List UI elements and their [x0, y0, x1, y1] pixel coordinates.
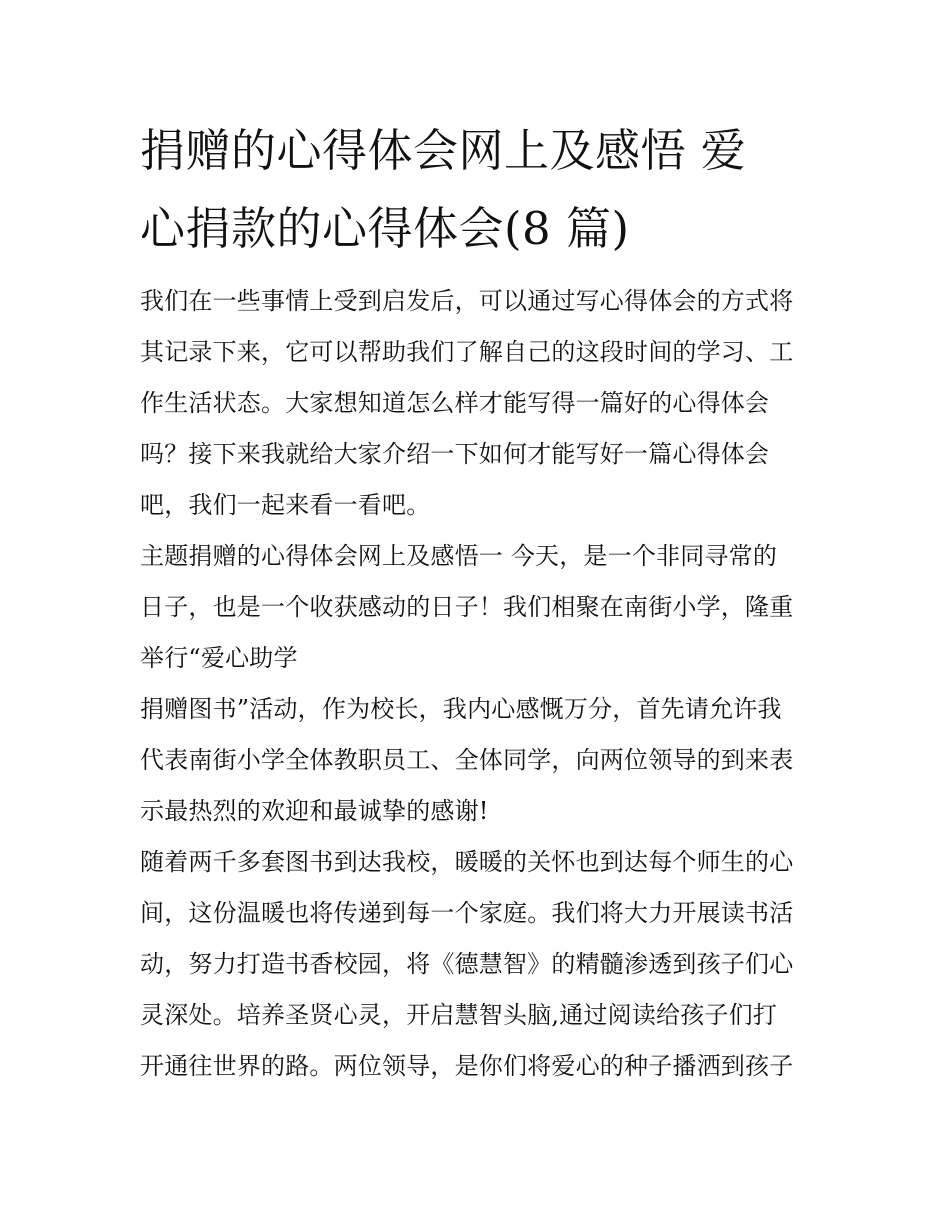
- title-line: 捐赠的心得体会网上及感悟 爱: [140, 124, 747, 177]
- body-line: 主题捐赠的心得体会网上及感悟一 今天，是一个非同寻常的: [140, 542, 778, 570]
- body-line: 随着两千多套图书到达我校，暖暖的关怀也到达每个师生的心: [140, 848, 794, 876]
- body-line: 日子，也是一个收获感动的日子！我们相聚在南街小学，隆重: [140, 593, 794, 621]
- body-line: 捐赠图书”活动，作为校长，我内心感慨万分，首先请允许我: [140, 695, 782, 723]
- body-line: 作生活状态。大家想知道怎么样才能写得一篇好的心得体会: [140, 389, 770, 417]
- body-line: 吗？接下来我就给大家介绍一下如何才能写好一篇心得体会: [140, 440, 770, 468]
- body-line: 其记录下来，它可以帮助我们了解自己的这段时间的学习、工: [140, 338, 794, 366]
- body-line: 吧，我们一起来看一看吧。: [140, 491, 431, 519]
- body-line: 代表南街小学全体教职员工、全体同学，向两位领导的到来表: [140, 746, 794, 774]
- document-title: [140, 112, 820, 268]
- body-line: 间，这份温暖也将传递到每一个家庭。我们将大力开展读书活: [140, 899, 794, 927]
- document-body: [140, 276, 820, 1092]
- body-line: 灵深处。培养圣贤心灵，开启慧智头脑,通过阅读给孩子们打: [140, 1001, 778, 1029]
- body-line: 开通往世界的路。两位领导，是你们将爱心的种子播洒到孩子: [140, 1052, 794, 1080]
- body-line: 举行“爱心助学: [140, 644, 298, 672]
- body-line: 我们在一些事情上受到启发后，可以通过写心得体会的方式将: [140, 287, 794, 315]
- body-line: 示最热烈的欢迎和最诚挚的感谢!: [140, 797, 489, 825]
- body-line: 动，努力打造书香校园，将《德慧智》的精髓渗透到孩子们心: [140, 950, 794, 978]
- title-line: 心捐款的心得体会(8 篇): [140, 202, 630, 255]
